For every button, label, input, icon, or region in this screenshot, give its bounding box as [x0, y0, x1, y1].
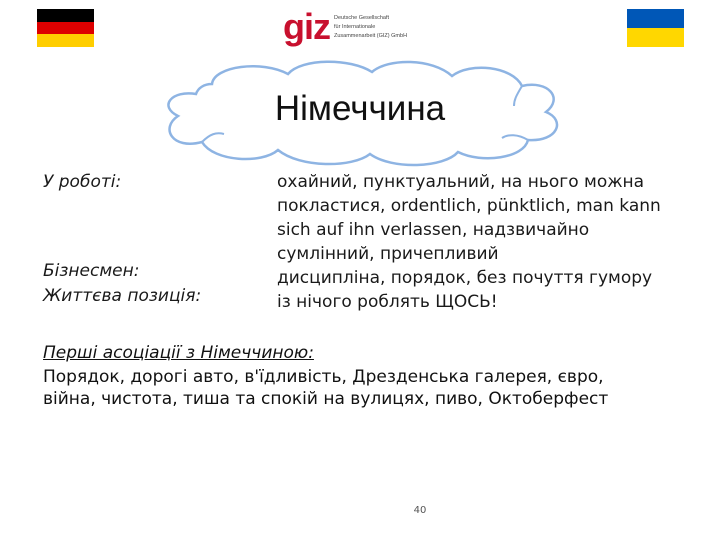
description-line: охайний, пунктуальний, на нього можна — [277, 172, 645, 192]
ukraine-flag-band-2 — [627, 28, 684, 47]
giz-logo — [283, 7, 443, 49]
giz-logo-line: Zusammenarbeit (GIZ) GmbH — [334, 33, 408, 39]
associations-heading: Перші асоціації з Німеччиною: — [43, 343, 314, 363]
description-line: дисципліна, порядок, без почуття гумору — [277, 268, 653, 288]
description-line: покластися, ordentlich, pünktlich, man kann — [277, 196, 661, 216]
germany-flag-band-2 — [37, 22, 94, 35]
description-line: із нічого роблять ЩОСЬ! — [277, 292, 498, 312]
description-line: sich auf ihn verlassen, надзвичайно — [277, 220, 590, 240]
giz-logo-text — [334, 14, 444, 41]
page-number: 40 — [413, 505, 427, 516]
descriptions — [277, 170, 692, 314]
ukraine-flag-band-1 — [627, 9, 684, 28]
ukraine-flag — [627, 9, 684, 47]
label-businessman: Бізнесмен: — [43, 261, 140, 281]
germany-flag-band-1 — [37, 9, 94, 22]
associations-text — [43, 366, 683, 410]
label-at-work: У роботі: — [43, 172, 122, 192]
label-life-position: Життєва позиція: — [43, 286, 202, 306]
slide-title: Німеччина — [274, 89, 446, 128]
germany-flag — [37, 9, 94, 47]
description-line: сумлінний, причепливий — [277, 244, 499, 264]
associations-line: війна, чистота, тиша та спокій на вулицях, пиво, Октоберфест — [43, 389, 609, 409]
germany-flag-band-3 — [37, 34, 94, 47]
giz-logo-mark: giz — [283, 6, 330, 47]
associations-line: Порядок, дорогі авто, в'їдливість, Дрезденська галерея, євро, — [43, 367, 604, 387]
giz-logo-line: für Internationale — [334, 24, 376, 30]
giz-logo-line: Deutsche Gesellschaft — [334, 15, 390, 21]
